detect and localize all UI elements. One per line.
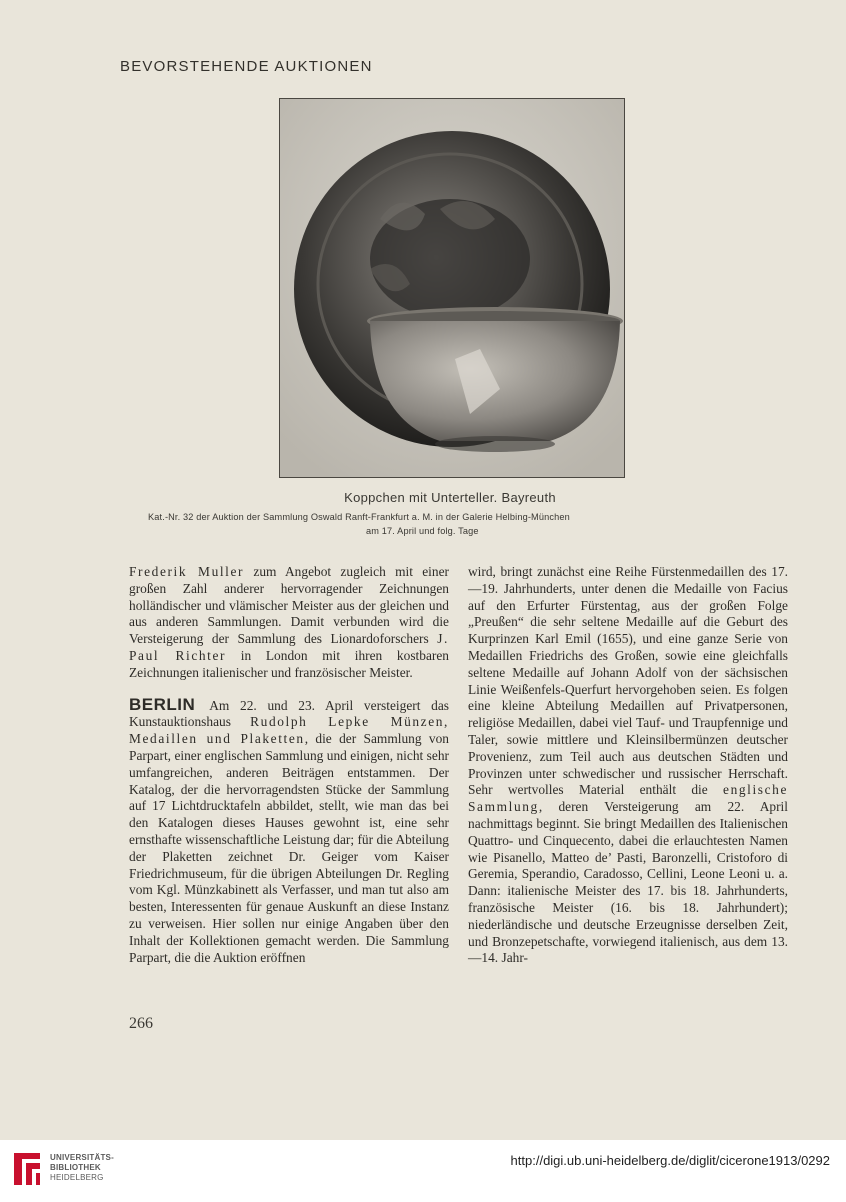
library-logo-icon — [10, 1149, 44, 1189]
figure-caption-line-2: am 17. April und folg. Tage — [366, 526, 479, 536]
page-number: 266 — [129, 1015, 153, 1032]
paragraph-berlin — [129, 694, 450, 967]
library-name-line: HEIDELBERG — [50, 1173, 104, 1182]
running-title: BEVORSTEHENDE AUKTIONEN — [120, 58, 373, 75]
paragraph-text: , die der Sammlung von Parpart, einer englischen Sammlung und einigen, nicht sehr umfangreichen, anderen Beiträgen entstammen. Der Katalog, der die hervorragendsten Stücke der Sammlung auf 17 Lichtdrucktafeln abbildet, stellt, wie man das bei den Katalogen dieses Hauses gewohnt ist, eine sehr ernsthafte wissenschaftliche Leistung dar; für die Abteilung der Plaketten zeichnet Dr. Geiger vom Kaiser Friedrichmuseum, für die übrigen Abteilungen Dr. Regling vom Kgl. Münzkabinett als Verfasser, und man tut also am besten, Interessenten für genaue Auskunft an diese Instanz zu verweisen. Hier sollen nur einige Angaben über den Inhalt der Kollektionen gemacht werden. Die Sammlung Parpart, die die Auktion eröffnen — [129, 731, 450, 965]
figure-caption-title: Koppchen mit Unterteller. Bayreuth — [344, 490, 556, 505]
teacup-photograph — [279, 98, 625, 478]
library-name — [50, 1153, 114, 1183]
right-column — [468, 564, 788, 967]
paragraph-continuation — [468, 564, 788, 967]
teacup-illustration — [280, 99, 624, 477]
library-name-line: UNIVERSITÄTS- — [50, 1153, 114, 1162]
paragraph-text: wird, bringt zunächst eine Reihe Fürstenmedaillen des 17.—19. Jahrhunderts, unter denen die Medaille von Facius auf den Erfurter Fürstentag, aus der großen Folge „Preußen“ die sehr seltene Medaille auf die Geburt des Kurprinzen Karl Emil (1655), und eine ganze Serie von Medaillen Friedrichs des Großen, sowie eine gleichfalls seltene Medaille auf Johann Adolf von der sächsischen Linie Weißenfels-Querfurt hervorgehoben seien. Es folgen eine kleine Abteilung Medaillen auf Privatpersonen, religiöse Medaillen, dabei viel Tauf- und Traupfennige und Taler, sowie mittlere und Kleinsilbermünzen deutscher Provenienz, zum Teil auch aus deutschen Städten und Provinzen unter schwedischer und russischer Herrschaft. Sehr wertvolles Material enthält die — [468, 564, 788, 798]
paragraph-text: zum Angebot zugleich mit einer großen Zahl anderer hervorragender Zeichnungen holländischer und vlämischer Meister aus der gleichen und aus anderen Sammlungen. Damit verbunden wird die Versteigerung der Sammlung des Lionardoforschers — [129, 564, 449, 647]
library-name-line: BIBLIOTHEK — [50, 1163, 101, 1172]
name-spaced: J. Paul Richter — [129, 631, 449, 663]
paragraph-text: , deren Versteigerung am 22. April nachmittags beginnt. Sie bringt Medaillen des Italienischen Quattro- und Cinquecento, dabei die erlauchtesten Namen wie Pisanello, Matteo de’ Pasti, Baronzelli, Cristoforo di Geremia, Sperandio, Caradosso, Cellini, Leone Leoni u. a. Dann: italienische Meister des 17. bis 18. Jahrhunderts, französische Meister (16. bis 18. Jahrhundert); niederländische und deutsche Erzeugnisse derselben Zeit, und Bronzepetschafte, vorwiegend italienisch, aus dem 13.—14. Jahr- — [468, 799, 788, 966]
name-spaced: englische Sammlung — [468, 782, 788, 815]
source-url-link[interactable]: http://digi.ub.uni-heidelberg.de/diglit/cicerone1913/0292 — [510, 1153, 830, 1168]
left-column — [129, 564, 449, 966]
figure-caption-line-1: Kat.-Nr. 32 der Auktion der Sammlung Oswald Ranft-Frankfurt a. M. in der Galerie Helbing-München — [148, 512, 570, 522]
name-spaced: Frederik Muller — [129, 564, 245, 579]
paragraph-text: in London mit ihren kostbaren Zeichnungen italienischer und französischer Meister. — [129, 647, 449, 680]
paragraph-frederik-muller — [129, 564, 449, 682]
name-spaced: Rudolph Lepke Münzen, Medaillen und Plaketten — [129, 714, 449, 747]
paragraph-text: Am 22. und 23. April versteigert das Kunstauktionshaus — [129, 697, 449, 730]
footer-bar — [0, 1140, 846, 1202]
section-heading-berlin: BERLIN — [129, 694, 196, 714]
